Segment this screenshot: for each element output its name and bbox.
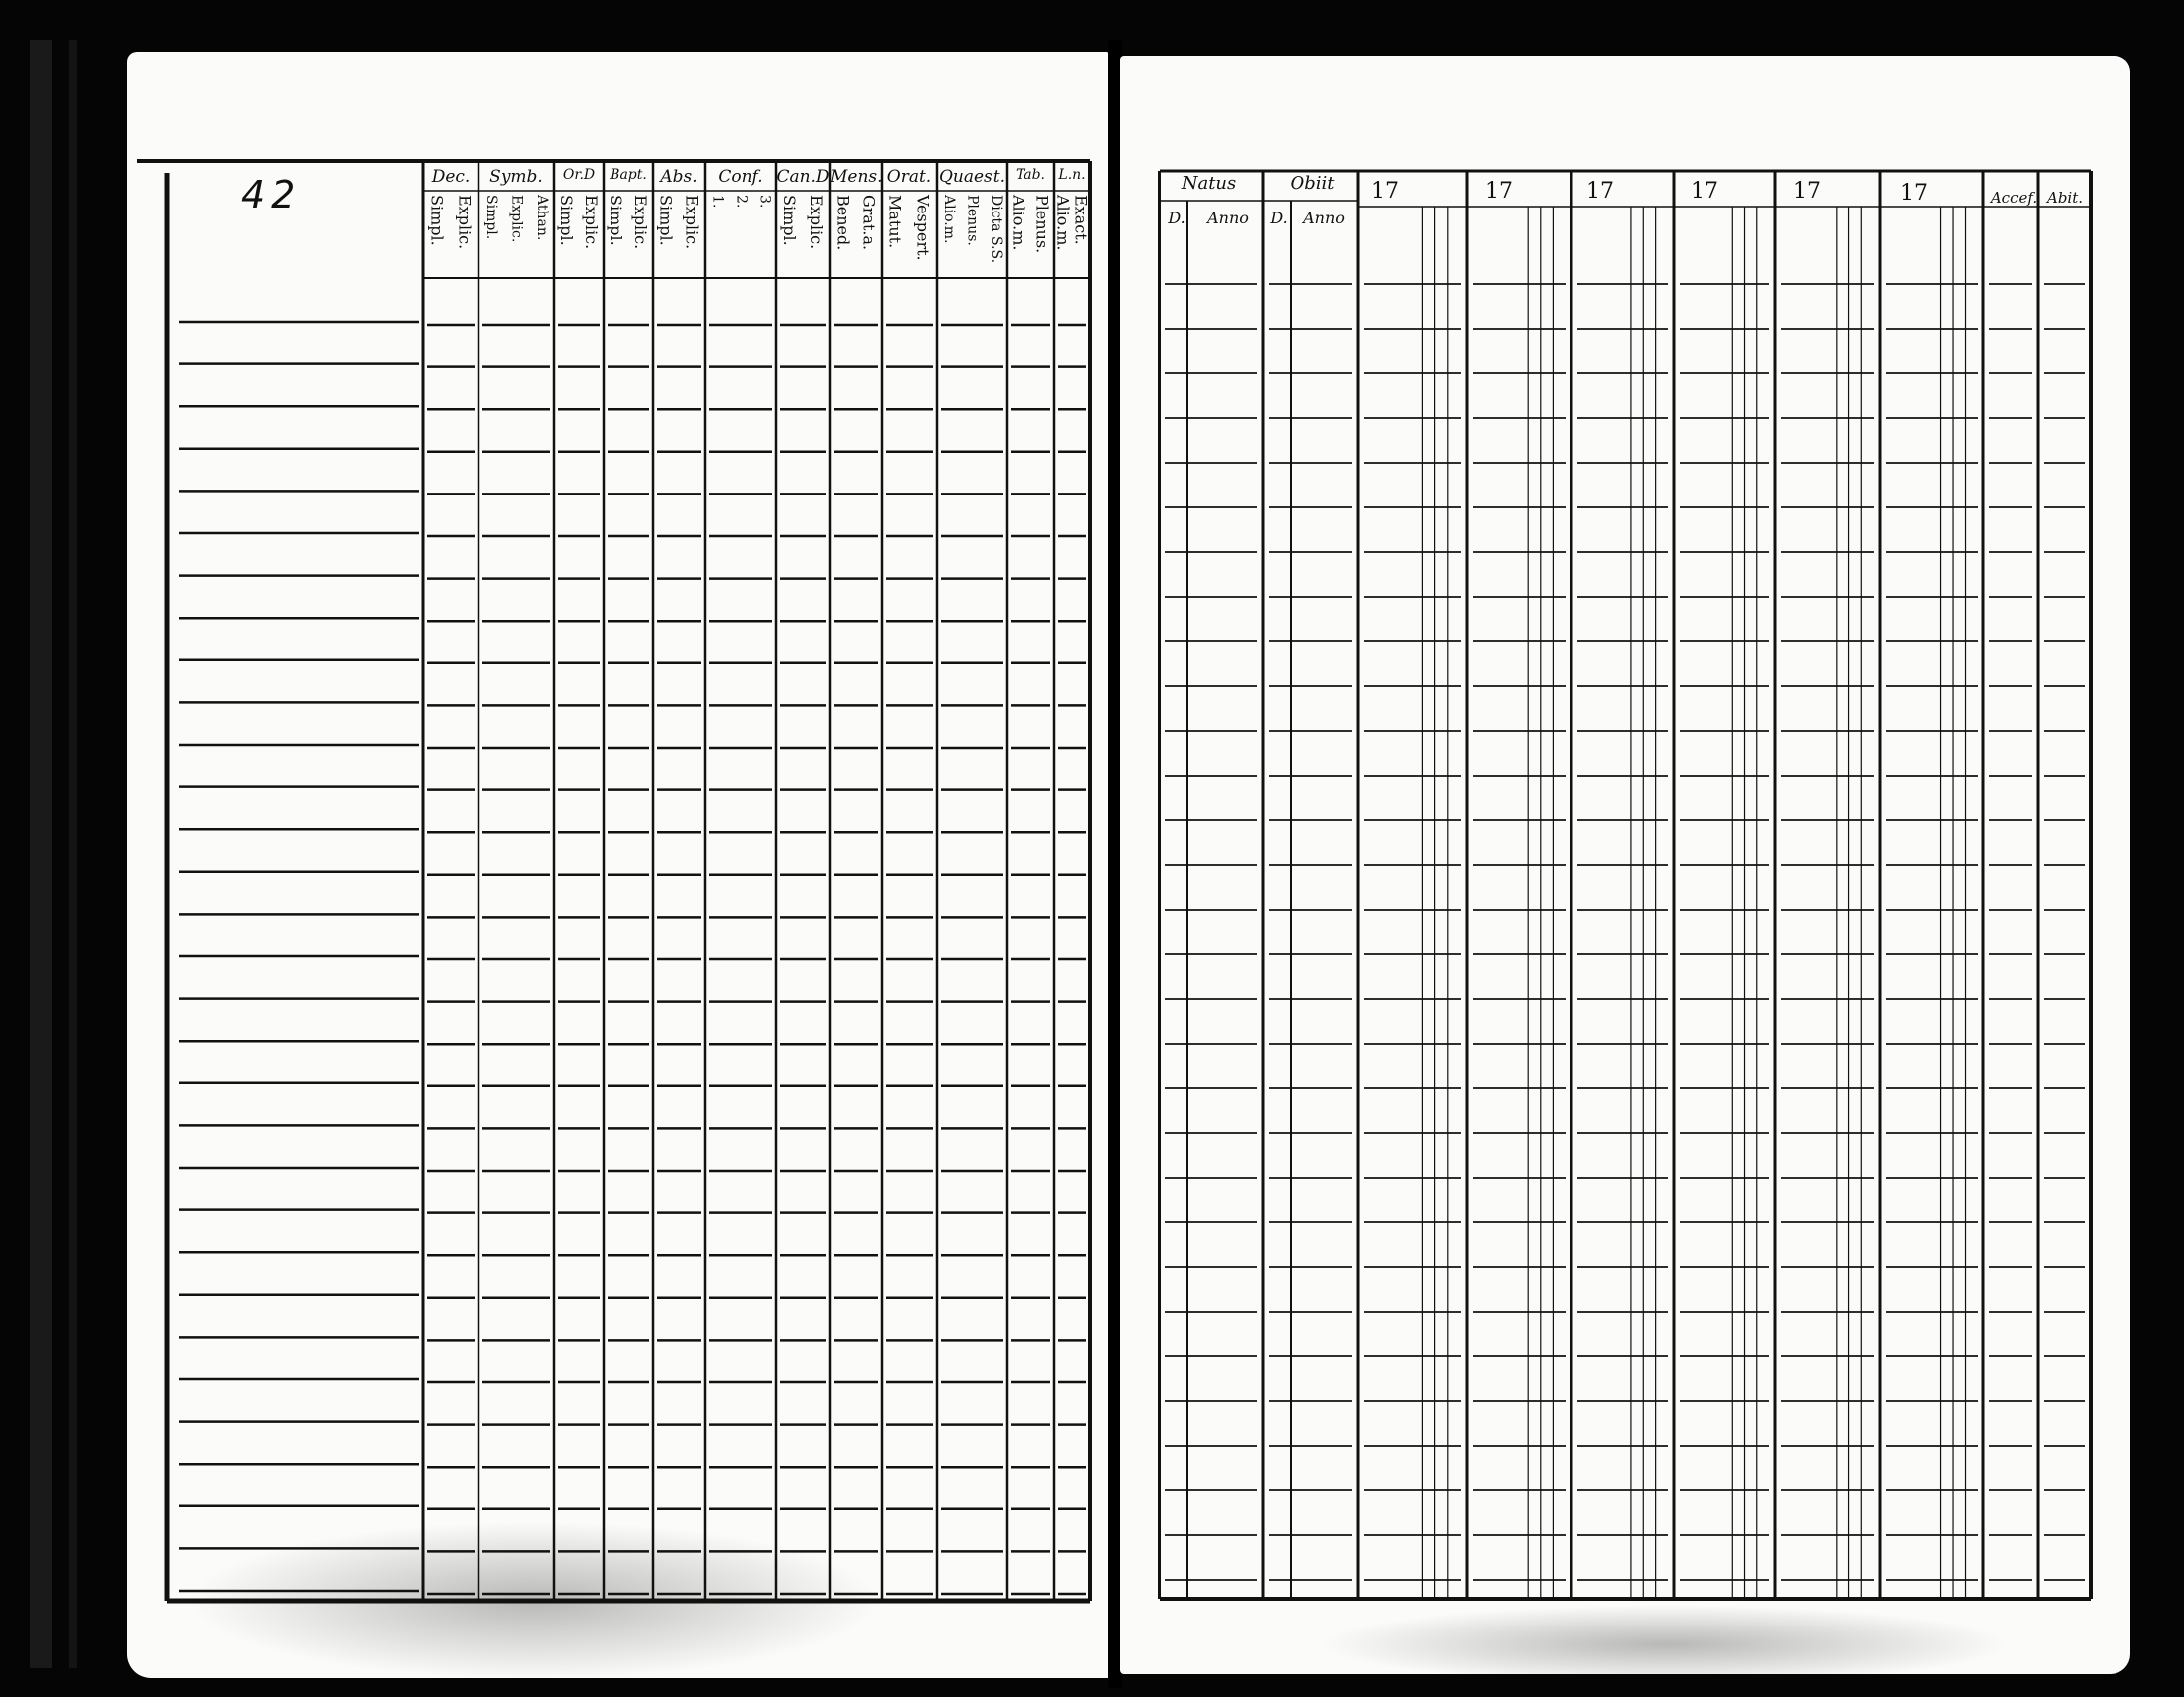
page-number: 42: [241, 173, 302, 216]
column-subheader: Plenus.: [964, 195, 981, 246]
column-subheader: 3.: [756, 195, 773, 209]
accessit-header: Accef.: [1990, 189, 2038, 207]
column-subheader: Alio.m.: [941, 195, 958, 244]
column-subheader: Dicta S.S.: [987, 195, 1004, 264]
right-page: [1120, 56, 2130, 1674]
column-subheader: Simpl.: [780, 195, 799, 246]
column-subheader: Simpl.: [656, 195, 676, 246]
column-subheader: Explic.: [582, 195, 601, 250]
book-spine-edge-inner: [69, 40, 77, 1668]
column-subheader: Vespert.: [913, 195, 933, 261]
year-header-4: 17: [1691, 179, 1718, 204]
left-ledger-grid: [127, 52, 1110, 1678]
year-header-3: 17: [1586, 179, 1614, 204]
year-header-1: 17: [1371, 179, 1399, 204]
column-header: Abs.: [660, 167, 698, 187]
abiit-header: Abit.: [2046, 189, 2084, 207]
column-subheader: Alio.m.: [1009, 195, 1028, 251]
column-subheader: Explic.: [508, 195, 525, 243]
book-spine-edge: [30, 40, 52, 1668]
column-subheader: Simpl.: [607, 195, 625, 246]
column-header: Or.D: [562, 167, 596, 183]
column-header: Tab.: [1015, 167, 1045, 183]
column-subheader: Explic.: [682, 195, 702, 250]
column-header: Bapt.: [610, 167, 647, 183]
natus-day-label: D.: [1168, 209, 1186, 227]
column-subheader: Exact.: [1071, 195, 1091, 245]
obiit-year-label: Anno: [1303, 209, 1345, 227]
column-subheader: Simpl.: [483, 195, 500, 240]
year-header-5: 17: [1793, 179, 1821, 204]
column-header: Symb.: [489, 167, 543, 187]
column-header: Orat.: [887, 167, 932, 187]
obiit-day-label: D.: [1270, 209, 1288, 227]
natus-header: Natus: [1181, 173, 1237, 194]
column-subheader: Simpl.: [427, 195, 447, 246]
natus-year-label: Anno: [1207, 209, 1249, 227]
column-subheader: Explic.: [631, 195, 650, 250]
column-header: Mens.: [830, 167, 883, 187]
column-subheader: 2.: [733, 195, 750, 209]
column-header: Can.D: [776, 167, 830, 187]
column-subheader: Matut.: [886, 195, 905, 249]
column-header: Conf.: [718, 167, 763, 187]
column-subheader: Athan.: [533, 195, 550, 241]
column-header: Quaest.: [938, 167, 1006, 187]
column-subheader: Grat.a.: [859, 195, 879, 251]
column-subheader: Bened.: [833, 195, 853, 251]
column-subheader: Simpl.: [557, 195, 576, 246]
right-ledger-grid: [1120, 56, 2130, 1674]
column-subheader: 1.: [709, 195, 726, 209]
column-subheader: Plenus.: [1032, 195, 1052, 254]
obiit-header: Obiit: [1290, 173, 1335, 194]
year-header-2: 17: [1485, 179, 1513, 204]
column-subheader: Alio.m.: [1053, 195, 1073, 251]
column-subheader: Explic.: [807, 195, 826, 250]
column-header: Dec.: [431, 167, 471, 187]
year-header-6: 17: [1900, 181, 1928, 206]
left-page: [127, 52, 1110, 1678]
column-header: L.n.: [1058, 167, 1086, 183]
column-subheader: Explic.: [455, 195, 475, 250]
